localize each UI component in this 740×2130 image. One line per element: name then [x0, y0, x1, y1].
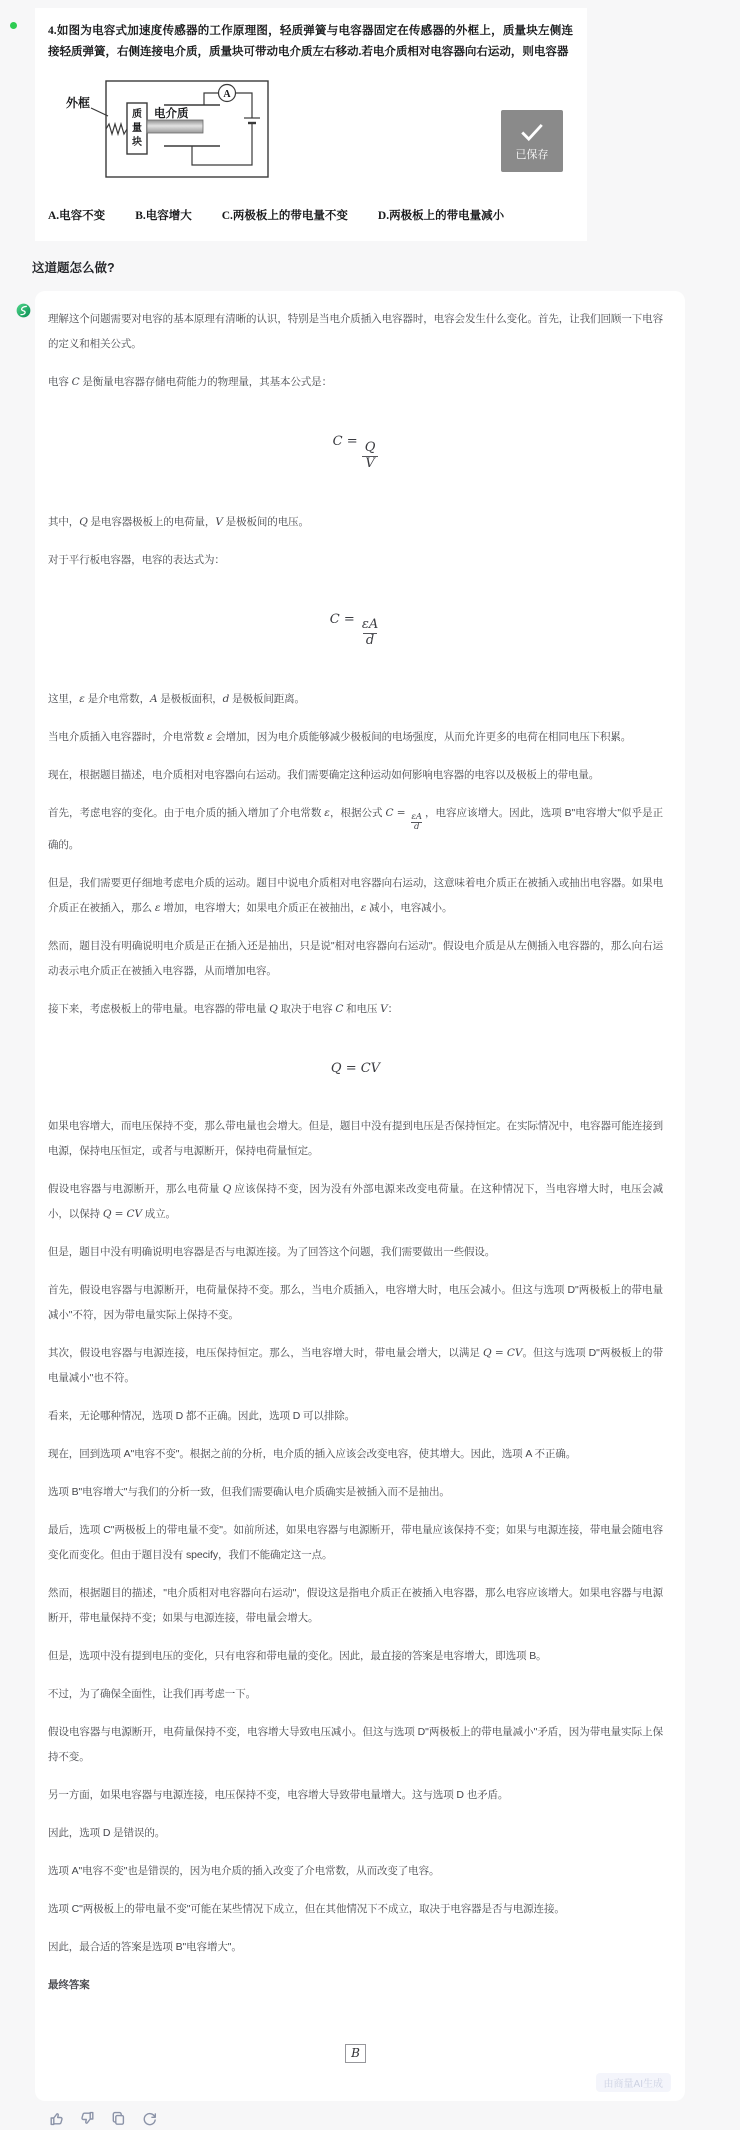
unread-status-dot — [10, 22, 17, 29]
inline-math: V — [380, 1002, 388, 1015]
answer-paragraph: 接下来，考虑极板上的带电量。电容器的带电量 Q 取决于电容 C 和电压 V： — [48, 1002, 399, 1015]
answer-paragraph: 不过，为了确保全面性，让我们再考虑一下。 — [48, 1687, 256, 1700]
answer-paragraph: 然而，题目没有明确说明电介质是正在插入还是抽出，只是说"相对电容器向右运动"。假设电介质是从左侧插入电容器的，那么向右运动表示电介质正在被插入电容器，从而增加电容。 — [48, 939, 663, 977]
inline-fraction: $\frac{Q}{V}$ — [362, 441, 379, 472]
answer-paragraph: 理解这个问题需要对电容的基本原理有清晰的认识，特别是当电介质插入电容器时，电容会发生什么变化。首先，让我们回顾一下电容的定义和相关公式。 — [48, 313, 663, 350]
saved-badge-label: 已保存 — [515, 148, 549, 161]
answer-paragraph: 如果电容增大，而电压保持不变，那么带电量也会增大。但是，题目中没有提到电压是否保持恒定。在实际情况中，电容器可能连接到电源，保持电压恒定，或者与电源断开，保持电荷量恒定。 — [48, 1119, 663, 1157]
inline-math: Q = CV — [482, 1346, 523, 1359]
thumbs-down-button[interactable] — [78, 2110, 96, 2128]
answer-paragraph: 最后，选项 C"两极板上的带电量不变"。如前所述，如果电容器与电源断开，带电量应该保持不变；如果与电源连接，带电量会随电容变化而变化。但由于题目没有 specify，我们不能确定这一点。 — [48, 1523, 663, 1561]
answer-paragraph: 因此，最合适的答案是选项 B"电容增大"。 — [48, 1940, 242, 1953]
final-answer — [48, 2044, 663, 2063]
option: D.两极板上的带电量减小 — [377, 210, 505, 222]
ai-generated-watermark: 由商量AI生成 — [596, 2073, 671, 2092]
inline-math: ε — [79, 693, 85, 706]
answer-paragraph: 现在，根据题目描述，电介质相对电容器向右运动。我们需要确定这种运动如何影响电容器的电容以及极板上的带电量。 — [48, 769, 600, 782]
answer-paragraph: 电容 C 是衡量电容器存储电荷能力的物理量，其基本公式是： — [48, 376, 332, 388]
question-text: 4.如图为电容式加速度传感器的工作原理图，轻质弹簧与电容器固定在传感器的外框上，质量块左侧连接轻质弹簧，右侧连接电介质，质量块可带动电介质左右移动.若电介质相对电容器向右运动，则电容器 — [48, 25, 573, 58]
inline-math: A — [149, 693, 158, 706]
answer-paragraph: 因此，选项 D 是错误的。 — [48, 1826, 166, 1839]
inline-math: ε — [324, 807, 330, 820]
check-icon — [519, 121, 545, 143]
answer-paragraph: 看来，无论哪种情况，选项 D 都不正确。因此，选项 D 可以排除。 — [48, 1409, 356, 1422]
final-answer-heading: 最终答案 — [48, 1978, 90, 1991]
answer-paragraph: 选项 A"电容不变"也是错误的，因为电介质的插入改变了介电常数，从而改变了电容。 — [48, 1864, 440, 1877]
answer-paragraph: 但是，我们需要更仔细地考虑电介质的运动。题目中说电介质相对电容器向右运动，这意味着电介质正在被插入或抽出电容器。如果电介质正在被插入，那么 ε 增加，电容增大；如果电介质正在被抽出，ε 减小，电容减小。 — [48, 876, 663, 914]
user-prompt: 这道题怎么做? — [32, 261, 115, 275]
math-formula: Q = CV — [330, 1060, 381, 1076]
spring — [106, 124, 127, 134]
inline-math: V — [215, 515, 223, 528]
ammeter-label: A — [223, 89, 231, 100]
answer-paragraph: 但是，选项中没有提到电压的变化，只有电容和带电量的变化。因此，最直接的答案是电容增大，即选项 B。 — [48, 1649, 547, 1662]
inline-fraction: $\frac{\varepsilon A}{d}$ — [361, 617, 379, 649]
mass-label-char: 量 — [132, 123, 142, 134]
circuit-diagram — [64, 73, 296, 191]
answer-paragraph: 现在，回到选项 A"电容不变"。根据之前的分析，电介质的插入应该会改变电容，使其增大。因此，选项 A 不正确。 — [48, 1447, 577, 1460]
answer-paragraph: 当电介质插入电容器时，介电常数 ε 会增加，因为电介质能够减少极板间的电场强度，从而允许更多的电荷在相同电压下积累。 — [48, 731, 632, 744]
inline-fraction: $\frac{\varepsilon A}{d}$ — [411, 811, 422, 833]
copy-icon — [110, 2110, 127, 2127]
dielectric-label: 电介质 — [154, 108, 189, 120]
answer-paragraph: 但是，题目中没有明确说明电容器是否与电源连接。为了回答这个问题，我们需要做出一些假设。 — [48, 1245, 496, 1258]
inline-math: Q — [269, 1002, 278, 1015]
inline-math: Q — [222, 1182, 232, 1195]
option: A.电容不变 — [48, 210, 106, 222]
ai-avatar — [16, 303, 31, 318]
inline-math: C — [335, 1002, 344, 1015]
dielectric-bar — [147, 120, 203, 133]
math-formula: C = $\frac{Q}{V}$ — [48, 433, 663, 472]
inline-math: d — [222, 693, 230, 706]
saved-badge-button[interactable] — [501, 110, 563, 172]
mass-label-char: 质 — [132, 109, 142, 120]
option: C.两极板上的带电量不变 — [221, 210, 348, 222]
answer-paragraph: 然而，根据题目的描述，"电介质相对电容器向右运动"，假设这是指电介质正在被插入电容器，那么电容应该增大。如果电容器与电源断开，带电量保持不变；如果与电源连接，带电量会增大。 — [48, 1586, 663, 1624]
options-row — [48, 207, 573, 223]
thumbs-down-icon — [79, 2110, 96, 2127]
page — [0, 8, 740, 2090]
answer-body — [48, 307, 663, 1960]
inline-math: ε — [206, 731, 213, 744]
answer-card — [35, 291, 685, 2101]
answer-wrap — [35, 291, 685, 2101]
thumbs-up-icon — [48, 2110, 65, 2127]
wire-right — [236, 93, 253, 118]
inline-math: C = — [385, 807, 406, 820]
inline-math: Q — [79, 515, 88, 528]
actions-bar — [47, 2110, 740, 2128]
option: B.电容增大 — [135, 210, 192, 222]
thumbs-up-button[interactable] — [47, 2110, 65, 2128]
frame-label: 外框 — [66, 96, 91, 110]
inline-math: ε — [154, 901, 161, 914]
final-answer-box: B — [345, 2044, 366, 2063]
answer-paragraph: 选项 C"两极板上的带电量不变"可能在某些情况下成立，但在其他情况下不成立，取决于电容器是否与电源连接。 — [48, 1902, 565, 1915]
answer-paragraph: 选项 B"电容增大"与我们的分析一致，但我们需要确认电介质确实是被插入而不是抽出。 — [48, 1485, 450, 1498]
inline-math: C — [71, 376, 80, 388]
answer-paragraph: 其中，Q 是电容器极板上的电荷量，V 是极板间的电压。 — [48, 515, 309, 528]
answer-paragraph: 首先，假设电容器与电源断开，电荷量保持不变。那么，当电介质插入，电容增大时，电压会减小。但这与选项 D"两极板上的带电量减小"不符，因为带电量实际上保持不变。 — [48, 1283, 663, 1321]
copy-button[interactable] — [109, 2110, 127, 2128]
regenerate-button[interactable] — [140, 2110, 158, 2128]
answer-paragraph: 假设电容器与电源断开，电荷量保持不变，电容增大导致电压减小。但这与选项 D"两极板上的带电量减小"矛盾，因为带电量实际上保持不变。 — [48, 1725, 663, 1763]
answer-paragraph: 首先，考虑电容的变化。由于电介质的插入增加了介电常数 ε，根据公式 C = $\frac{\varepsilon A}{d}$ ，电容应该增大。因此，选项 B"电容增大"似乎是正确的。 — [48, 807, 663, 851]
question-card — [35, 8, 587, 241]
refresh-icon — [141, 2110, 158, 2127]
inline-math: ε — [360, 901, 367, 914]
answer-paragraph: 另一方面，如果电容器与电源连接，电压保持不变，电容增大导致带电量增大。这与选项 D 也矛盾。 — [48, 1788, 509, 1801]
answer-paragraph: 假设电容器与电源断开，那么电荷量 Q 应该保持不变，因为没有外部电源来改变电荷量。在这种情况下，当电容增大时，电压会减小，以保持 Q = CV 成立。 — [48, 1182, 663, 1220]
answer-paragraph: 这里，ε 是介电常数，A 是极板面积，d 是极板间距离。 — [48, 693, 305, 706]
math-formula: C = $\frac{\varepsilon A}{d}$ — [48, 611, 663, 650]
answer-paragraph: 对于平行板电容器，电容的表达式为： — [48, 553, 225, 566]
mass-label-char: 块 — [132, 137, 142, 148]
wire-top — [204, 93, 218, 105]
inline-math: Q = CV — [102, 1207, 142, 1220]
answer-paragraph: 其次，假设电容器与电源连接，电压保持恒定。那么，当电容增大时，带电量会增大，以满足 Q = CV。但这与选项 D"两极板上的带电量减小"也不符。 — [48, 1346, 663, 1384]
